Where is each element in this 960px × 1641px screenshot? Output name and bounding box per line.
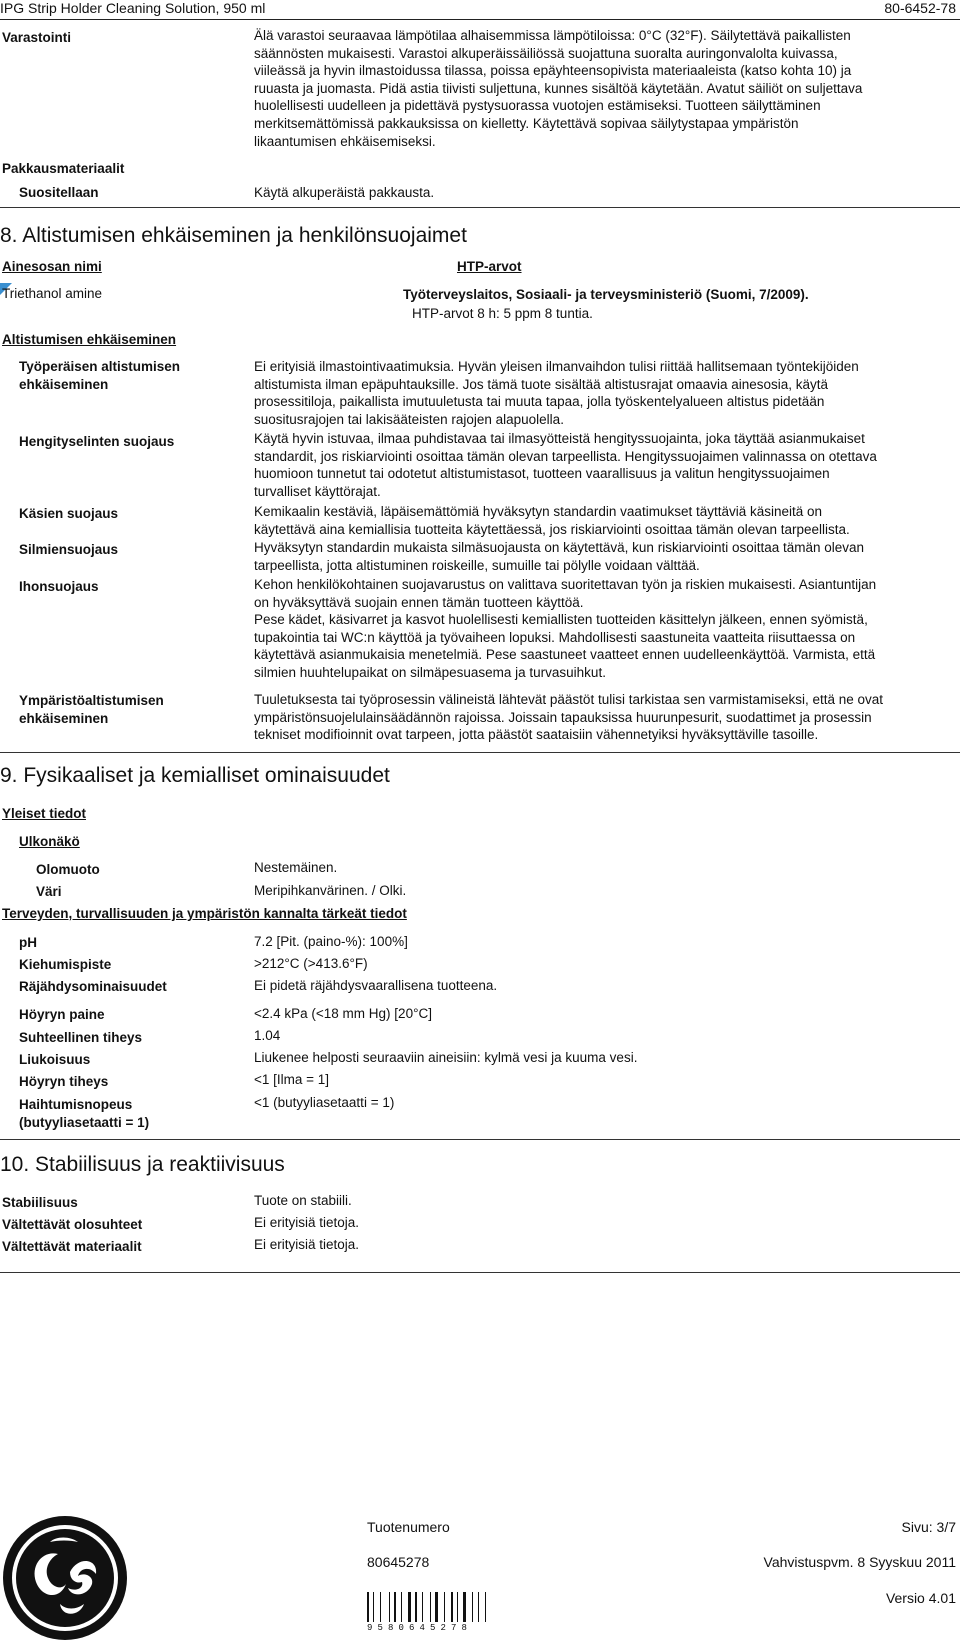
barcode-bar — [377, 1592, 379, 1622]
barcode-bar — [441, 1592, 443, 1622]
section-divider — [0, 1272, 960, 1273]
eyes-label: Silmiensuojaus — [19, 542, 119, 557]
barcode-bar — [474, 1592, 476, 1622]
vapour-density-value: <1 [Ilma = 1] — [254, 1072, 330, 1087]
ph-value: 7.2 [Pit. (paino-%): 100%] — [254, 934, 408, 949]
conditions-value: Ei erityisiä tietoja. — [254, 1215, 360, 1230]
barcode-bar — [488, 1592, 489, 1622]
barcode-bar — [422, 1592, 423, 1622]
section-divider — [0, 752, 960, 753]
barcode-bar — [478, 1592, 479, 1622]
barcode-bar — [432, 1592, 433, 1622]
barcode — [367, 1592, 495, 1622]
vapour-pressure-value: <2.4 kPa (<18 mm Hg) [20°C] — [254, 1006, 432, 1021]
exposure-heading: Altistumisen ehkäiseminen — [2, 332, 177, 347]
barcode-bar — [463, 1592, 466, 1622]
relative-density-value: 1.04 — [254, 1028, 281, 1043]
environmental-text: Tuuletuksesta tai työprosessin välineistä lähtevät päästöt tulisi tarkistaa sen varmistamiseksi, että ne ovat ympäristönsuojelulainsäädännön rajoissa. Joissain tapauksissa huurunpesurit, suodattimet ja prosessin tekniset modifioinnit ovat tarpeen, jotta päästöt saataisiin vähennetyiksi hyväksyttäville tasoille. — [254, 692, 884, 743]
barcode-bar — [425, 1592, 427, 1622]
barcode-bar — [404, 1592, 405, 1622]
barcode-bar — [451, 1592, 453, 1622]
barcode-bar — [435, 1592, 438, 1622]
barcode-bar — [380, 1592, 381, 1622]
storage-label: Varastointi — [2, 30, 72, 45]
barcode-digits: 9580645278 — [367, 1623, 473, 1633]
ingredient-name: Triethanol amine — [2, 286, 103, 301]
barcode-bar — [420, 1592, 421, 1622]
section-10-title: 10. Stabiilisuus ja reaktiivisuus — [0, 1153, 285, 1176]
form-value: Nestemäinen. — [254, 860, 338, 875]
materials-label: Vältettävät materiaalit — [2, 1239, 142, 1254]
ph-label: pH — [19, 935, 37, 950]
product-number-label: Tuotenumero — [367, 1519, 450, 1535]
work-exposure-text: Ei erityisiä ilmastointivaatimuksia. Hyvän yleisen ilmanvaihdon tulisi riittää hallitsemaan työntekijöiden altistumista ilman epäpuhtauksille. Jos tämä tuote sisältää altistusrajat omaavia ainesosia, käytä prosessitiloja, paikallista imutuuletusta tai muuta tapaa, jolla työskentelyalueen altistus pidetään suositusrajojen tai lakisääteisten rajojen alapuolella. — [254, 359, 859, 427]
section-divider — [0, 207, 960, 208]
barcode-bar — [468, 1592, 469, 1622]
htp-column-header: HTP-arvot — [457, 259, 522, 274]
page-number: Sivu: 3/7 — [901, 1519, 956, 1535]
barcode-bar — [447, 1592, 448, 1622]
solubility-label: Liukoisuus — [19, 1052, 91, 1067]
environmental-label: Ympäristöaltistumisen ehkäiseminen — [19, 693, 164, 726]
packaging-label: Pakkausmateriaalit — [2, 161, 125, 176]
explosive-label: Räjähdysominaisuudet — [19, 979, 167, 994]
barcode-bar — [482, 1592, 484, 1622]
ge-logo — [0, 1512, 130, 1641]
barcode-bar — [444, 1592, 445, 1622]
product-name: IPG Strip Holder Cleaning Solution, 950 ml — [0, 0, 266, 16]
materials-value: Ei erityisiä tietoja. — [254, 1237, 360, 1252]
evaporation-rate-value: <1 (butyyliasetaatti = 1) — [254, 1095, 395, 1110]
respiratory-label: Hengityselinten suojaus — [19, 434, 175, 449]
appearance-heading: Ulkonäkö — [19, 834, 80, 849]
stability-value: Tuote on stabiili. — [254, 1193, 352, 1208]
section-9-title: 9. Fysikaaliset ja kemialliset ominaisuudet — [0, 764, 390, 787]
header-divider — [0, 19, 960, 20]
barcode-bar — [373, 1592, 374, 1622]
storage-text: Älä varastoi seuraavaa lämpötilaa alhaisemmissa lämpötiloissa: 0°C (32°F). Säilytettävä paikallisten säännösten mukaisesti. Varastoi alkuperäissäiliössä suojattuna suoralta auringonvalolta kuivassa, viileässä ja hyvin ilmastoidussa tilassa, poissa epäyhteensopivista materiaaleista (katso kohta 10) ja ruuasta ja juomasta. Pidä astia tiivisti suljettuna, kunnes sisältöä käytetään. Avatut säiliöt on suljettava huolellisesti uudelleen ja pidettävä pystysuorassa vuotojen estämiseksi. Tuotteen säilyttäminen merkitsemättömissä pakkauksissa on kielletty. Käytettävä sopivaa säilytystapaa ympäristön likaantumisen ehkäisemiseksi. — [254, 28, 863, 149]
barcode-bar — [391, 1592, 392, 1622]
stability-label: Stabiilisuus — [2, 1195, 78, 1210]
boiling-point-value: >212°C (>413.6°F) — [254, 956, 368, 971]
section-divider — [0, 1139, 960, 1140]
skin-text: Kehon henkilökohtainen suojavarustus on valittava suoritettavan työn ja riskien mukaisesti. Asiantuntijan on hyväksyttävä suojain ennen tämän tuotteen käyttöä. Pese kädet, käsivarret ja kasvot huolellisesti kemiallisten tuotteiden käsittelyn jälkeen, ennen syömistä, tupakointia tai WC:n käyttöä ja työvaiheen lopuksi. Mahdollisesti saastuneita vaatteita riisuttaessa on käytettävä asianmukaisia menetelmiä. Pese saastuneet vaatteet ennen uudelleenkäyttöä. Varmista, että silmien huuhtelupaikat on silmäpesuasema ja turvasuihkut. — [254, 577, 877, 680]
health-safety-heading: Terveyden, turvallisuuden ja ympäristön kannalta tärkeät tiedot — [2, 906, 407, 921]
barcode-bar — [367, 1592, 369, 1622]
barcode-bar — [492, 1592, 493, 1622]
vapour-pressure-label: Höyryn paine — [19, 1007, 105, 1022]
color-label: Väri — [36, 884, 62, 899]
barcode-bar — [408, 1592, 411, 1622]
ingredient-column-header: Ainesosan nimi — [2, 259, 102, 274]
skin-label: Ihonsuojaus — [19, 579, 99, 594]
barcode-bar — [401, 1592, 402, 1622]
vapour-density-label: Höyryn tiheys — [19, 1074, 109, 1089]
hands-text: Kemikaalin kestäviä, läpäisemättömiä hyväksytyn standardin vaatimukset täyttäviä käsineitä on käytettävä aina kemiallisia tuotteita käytettäessä, jos riskiarviointi osoittaa tämän olevan tarpeellista. — [254, 504, 850, 537]
barcode-bar — [454, 1592, 455, 1622]
barcode-bar — [394, 1592, 396, 1622]
htp-value: HTP-arvot 8 h: 5 ppm 8 tuntia. — [412, 306, 593, 321]
product-number: 80645278 — [367, 1554, 430, 1570]
version: Versio 4.01 — [885, 1590, 956, 1606]
respiratory-text: Käytä hyvin istuvaa, ilmaa puhdistavaa tai ilmasyötteistä hengityssuojainta, joka täyttää asianmukaiset standardit, jos riskiarviointi osoittaa tämän olevan tarpeellista. Hengityssuojaimen valinnassa on otettava huomioon tunnetut tai odotetut altistumistasot, tuotteen vaarallisuus ja valitun hengityssuojaimen turvalliset käyttörajat. — [254, 431, 877, 499]
document-header — [0, 0, 960, 16]
evaporation-rate-label: Haihtumisnopeus (butyyliasetaatti = 1) — [19, 1097, 150, 1130]
section-8-title: 8. Altistumisen ehkäiseminen ja henkilönsuojaimet — [0, 224, 467, 247]
barcode-bar — [415, 1592, 417, 1622]
explosive-value: Ei pidetä räjähdysvaarallisena tuotteena. — [254, 978, 498, 993]
recommended-label: Suositellaan — [19, 185, 99, 200]
conditions-label: Vältettävät olosuhteet — [2, 1217, 143, 1232]
recommended-value: Käytä alkuperäistä pakkausta. — [254, 185, 435, 200]
solubility-value: Liukenee helposti seuraaviin aineisiin: kylmä vesi ja kuuma vesi. — [254, 1050, 638, 1065]
barcode-bar — [412, 1592, 413, 1622]
barcode-bar — [457, 1592, 458, 1622]
form-label: Olomuoto — [36, 862, 100, 877]
htp-source: Työterveyslaitos, Sosiaali- ja terveysministeriö (Suomi, 7/2009). — [403, 287, 809, 302]
hands-label: Käsien suojaus — [19, 506, 119, 521]
barcode-bar — [399, 1592, 401, 1622]
general-info-heading: Yleiset tiedot — [2, 806, 87, 821]
barcode-bar — [430, 1592, 431, 1622]
validation-date: Vahvistuspvm. 8 Syyskuu 2011 — [763, 1554, 956, 1570]
relative-density-label: Suhteellinen tiheys — [19, 1030, 143, 1045]
eyes-text: Hyväksytyn standardin mukaista silmäsuojausta on käytettävä, kun riskiarviointi osoittaa tämän olevan tarpeellista, jotta altistuminen roiskeille, sumuille tai pölylle voidaan välttää. — [254, 540, 865, 573]
boiling-point-label: Kiehumispiste — [19, 957, 112, 972]
color-value: Meripihkanvärinen. / Olki. — [254, 883, 407, 898]
barcode-bar — [370, 1592, 371, 1622]
barcode-bar — [485, 1592, 486, 1622]
barcode-bar — [472, 1592, 473, 1622]
barcode-bar — [389, 1592, 390, 1622]
barcode-bar — [461, 1592, 463, 1622]
product-code: 80-6452-78 — [884, 0, 956, 16]
work-exposure-label: Työperäisen altistumisen ehkäiseminen — [19, 359, 181, 392]
barcode-bar — [383, 1592, 386, 1622]
